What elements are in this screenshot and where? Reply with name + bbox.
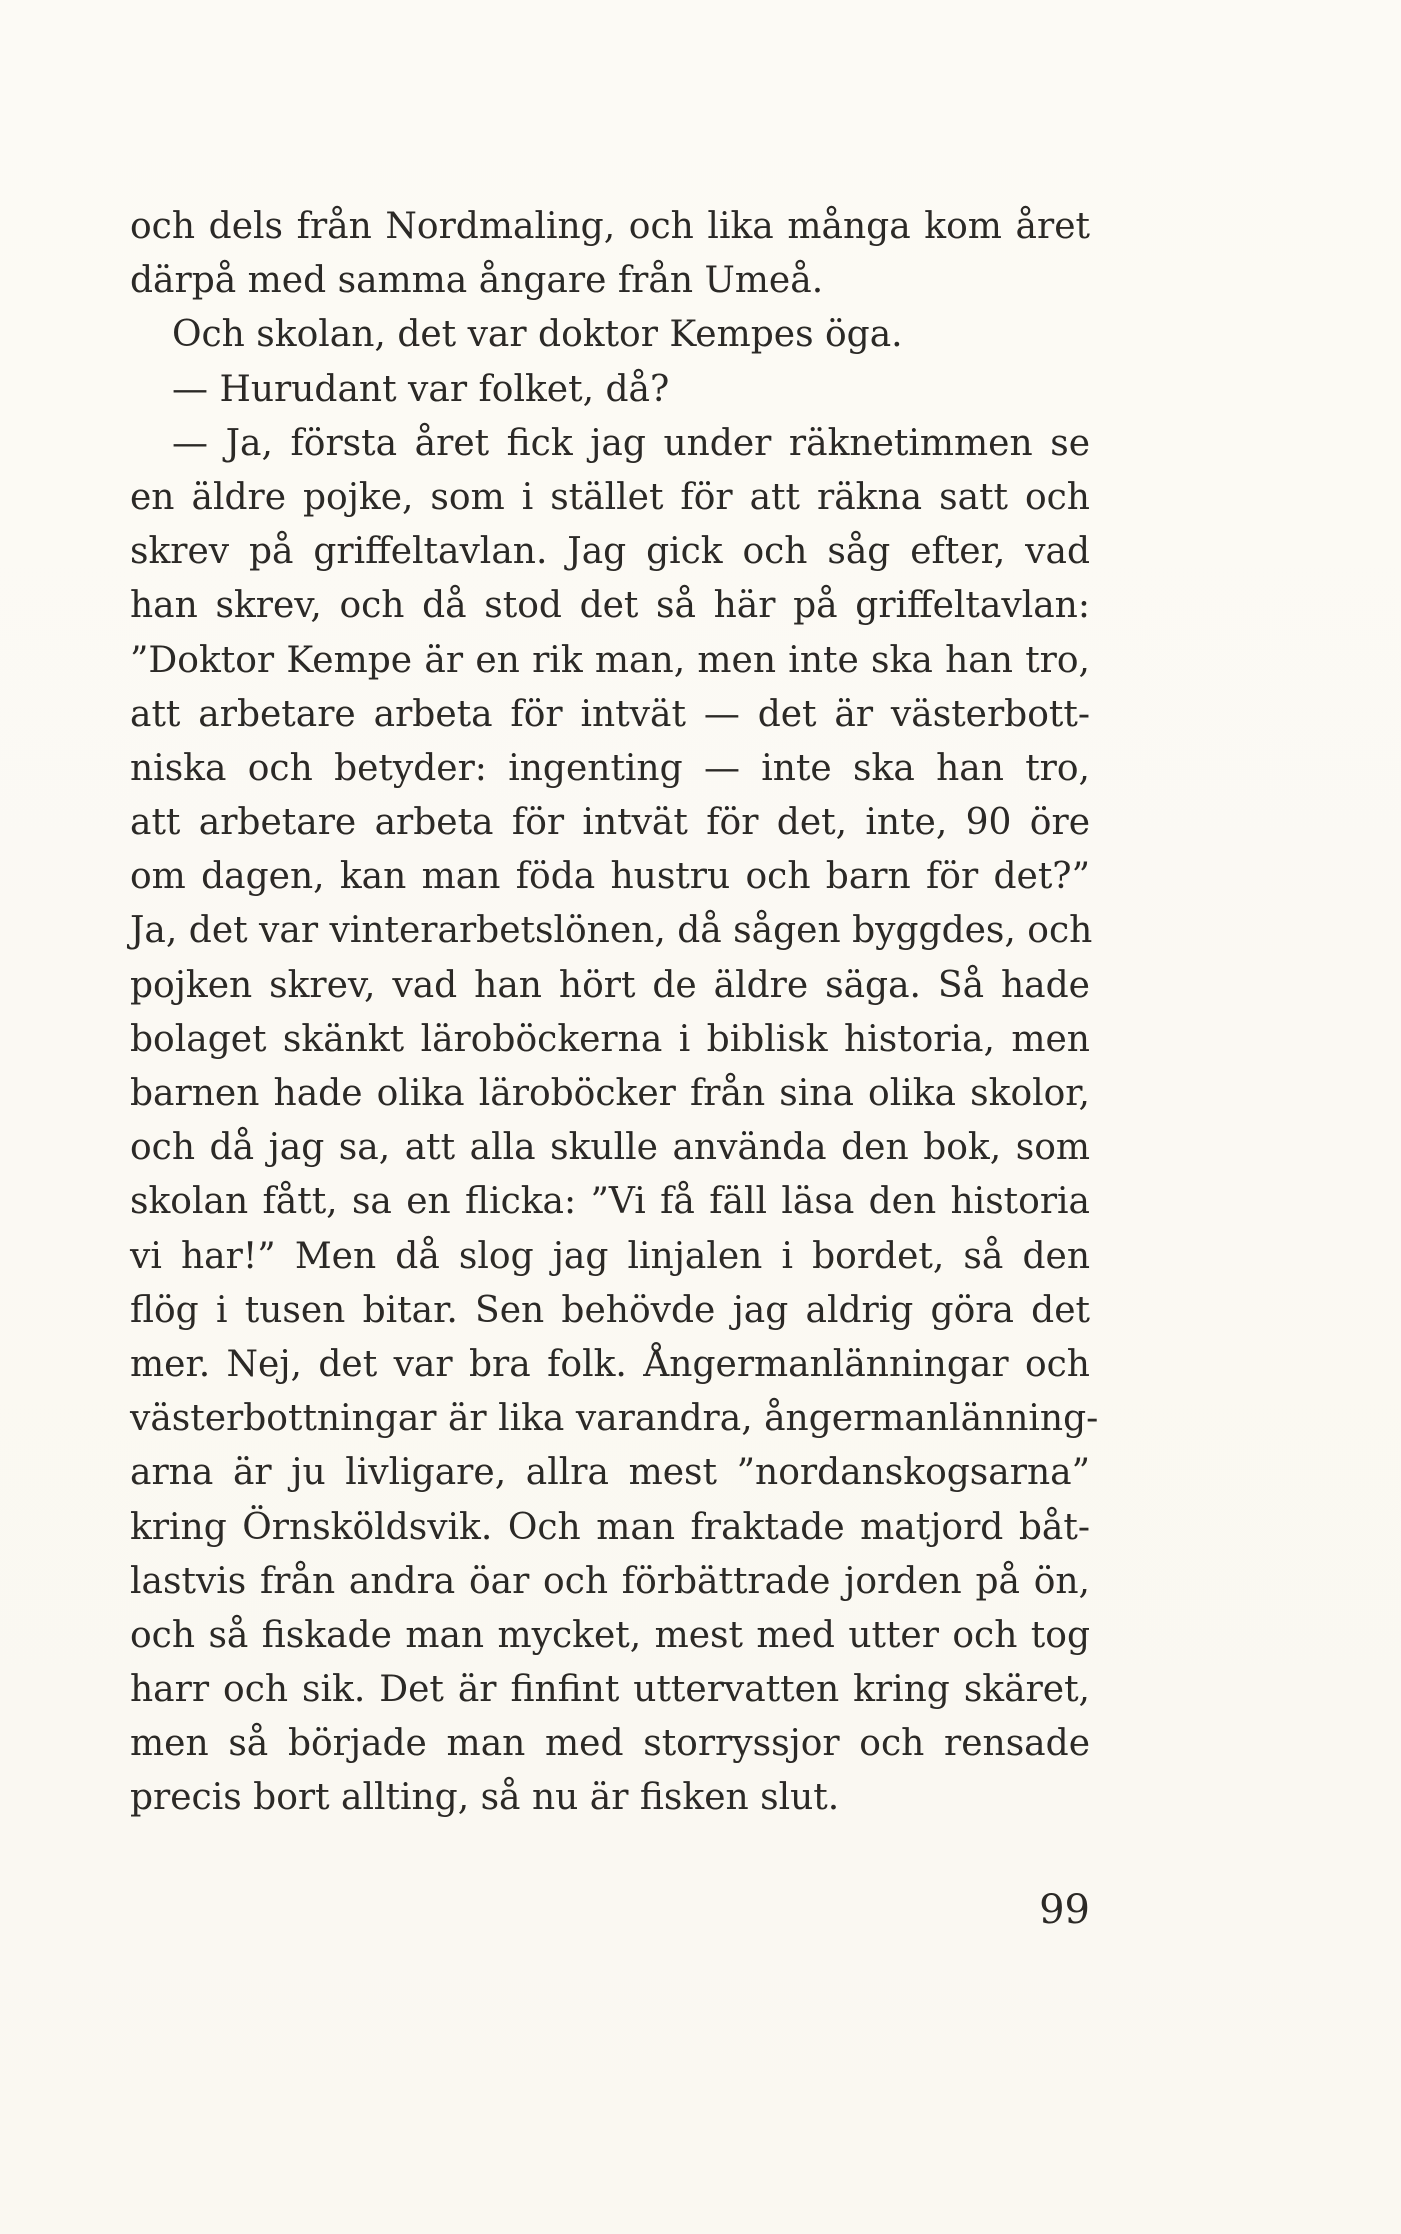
- text-line: Och skolan, det var doktor Kempes öga.: [172, 314, 903, 356]
- text-line: bolaget skänkt läroböckerna i biblisk historia, men: [130, 1018, 1090, 1060]
- text-line: barnen hade olika läroböcker från sina olika skolor,: [130, 1073, 1090, 1114]
- text-line: harr och sik. Det är finfint uttervatten kring skäret,: [130, 1669, 1090, 1711]
- text-line: mer. Nej, det var bra folk. Ångermanlänningar och: [130, 1343, 1090, 1385]
- text-line: arna är ju livligare, allra mest ”nordanskogsarna”: [130, 1452, 1090, 1494]
- text-line: lastvis från andra öar och förbättrade jorden på ön,: [130, 1560, 1090, 1602]
- text-line: därpå med samma ångare från Umeå.: [130, 260, 824, 302]
- body-text: [130, 200, 1099, 1826]
- text-line: och så fiskade man mycket, mest med utter och tog: [130, 1614, 1090, 1656]
- text-line: att arbetare arbeta för intvät för det, inte, 90 öre: [130, 802, 1090, 844]
- text-line: ”Doktor Kempe är en rik man, men inte ska han tro,: [130, 639, 1090, 681]
- text-line: men så började man med storryssjor och rensade: [130, 1723, 1090, 1765]
- text-line: precis bort allting, så nu är fisken slut.: [130, 1777, 840, 1819]
- text-line: skolan fått, sa en flicka: ”Vi få fäll läsa den historia: [130, 1181, 1090, 1223]
- text-line: kring Örnsköldsvik. Och man fraktade matjord båt-: [130, 1506, 1090, 1548]
- text-line: en äldre pojke, som i stället för att räkna satt och: [130, 476, 1090, 518]
- text-line: Ja, det var vinterarbetslönen, då sågen byggdes, och: [130, 910, 1093, 952]
- text-line: han skrev, och då stod det så här på griffeltavlan:: [130, 585, 1090, 627]
- text-line: västerbottningar är lika varandra, ångermanlänning-: [130, 1398, 1099, 1440]
- text-line: niska och betyder: ingenting — inte ska han tro,: [130, 747, 1090, 789]
- text-line: och då jag sa, att alla skulle använda den bok, som: [130, 1127, 1090, 1169]
- text-line: om dagen, kan man föda hustru och barn för det?”: [130, 856, 1090, 898]
- text-line: pojken skrev, vad han hört de äldre säga. Så hade: [130, 964, 1090, 1006]
- text-line: skrev på griffeltavlan. Jag gick och såg efter, vad: [130, 531, 1090, 573]
- page-number: 99: [1039, 1887, 1090, 1933]
- text-line: vi har!” Men då slog jag linjalen i bordet, så den: [130, 1235, 1090, 1277]
- text-line: — Ja, första året fick jag under räknetimmen se: [172, 422, 1090, 464]
- text-line: — Hurudant var folket, då?: [172, 368, 670, 410]
- text-line: och dels från Nordmaling, och lika många kom året: [130, 206, 1090, 247]
- text-line: flög i tusen bitar. Sen behövde jag aldrig göra det: [130, 1289, 1090, 1331]
- text-line: att arbetare arbeta för intvät — det är västerbott-: [130, 693, 1090, 735]
